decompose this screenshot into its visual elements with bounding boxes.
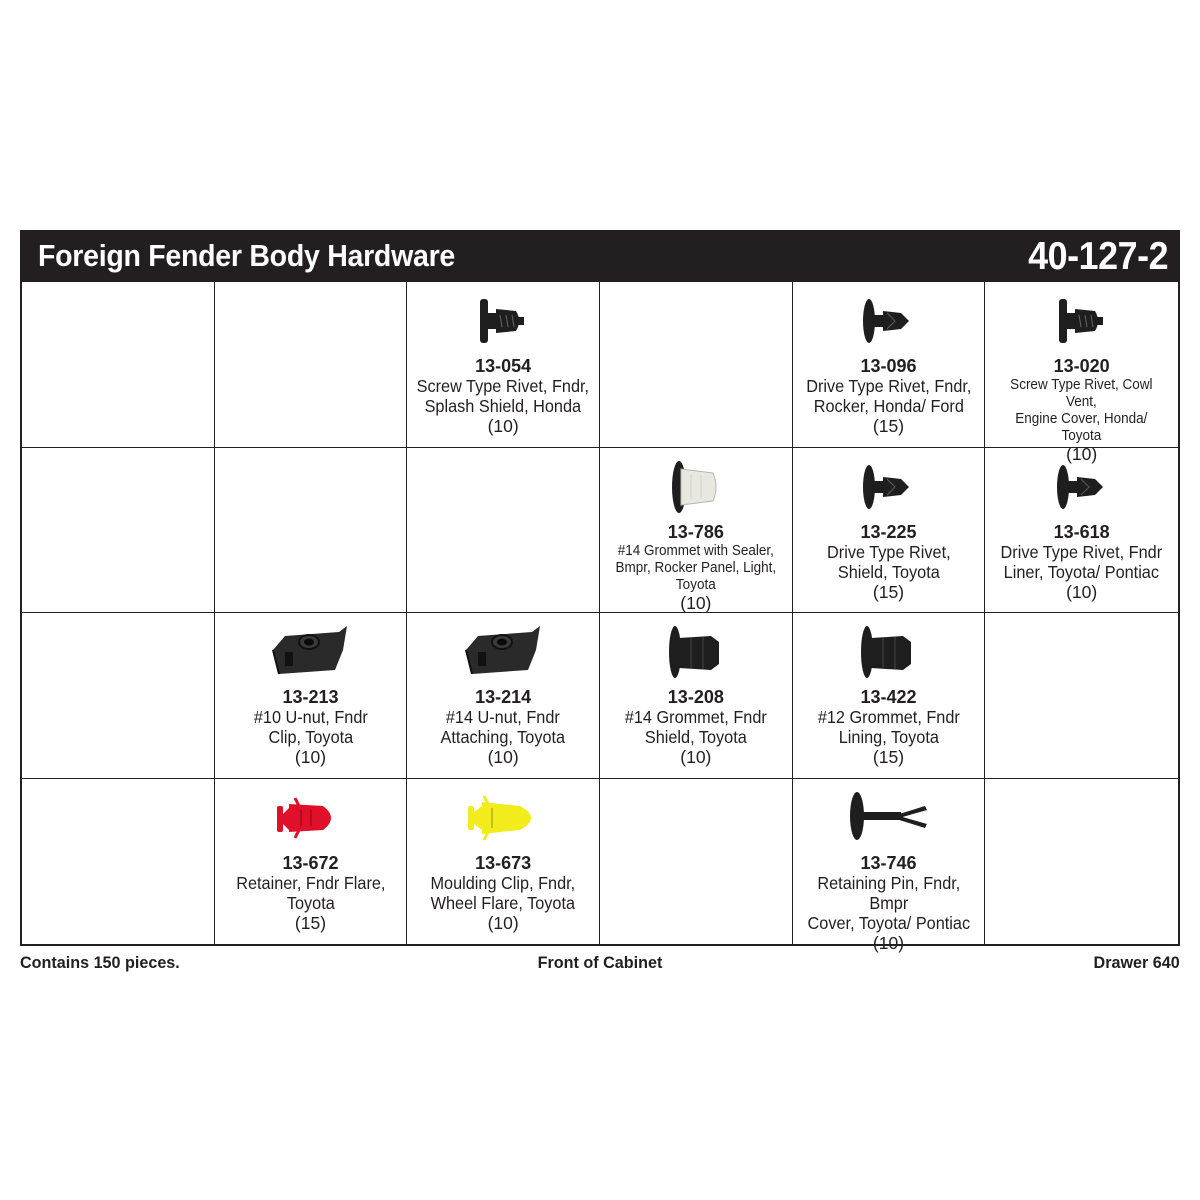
empty-bin xyxy=(22,448,215,614)
empty-bin xyxy=(22,613,215,779)
part-label xyxy=(795,356,983,436)
drawer-bin xyxy=(985,282,1178,464)
drawer-bin xyxy=(793,282,986,448)
part-number: 13-225 xyxy=(860,521,917,542)
part-quantity: (15) xyxy=(872,581,905,602)
part-label xyxy=(987,522,1176,602)
retainer-clip-icon xyxy=(215,783,407,853)
empty-bin xyxy=(600,282,793,448)
part-quantity: (10) xyxy=(680,747,712,767)
drawer-number: Drawer 640 xyxy=(1093,953,1180,972)
grommet-sealer-icon xyxy=(600,452,792,522)
drive-rivet-icon xyxy=(985,452,1178,522)
part-number: 13-422 xyxy=(860,687,917,707)
screw-rivet-icon xyxy=(985,286,1178,356)
part-number: 13-673 xyxy=(475,852,532,873)
part-label xyxy=(409,687,597,767)
piece-count: Contains 150 pieces. xyxy=(20,953,180,972)
drawer-bin xyxy=(215,613,408,779)
u-nut-icon xyxy=(407,617,599,687)
drive-rivet-icon xyxy=(793,452,985,522)
grommet-icon xyxy=(793,617,985,687)
part-description: Drive Type Rivet, Fndr, Rocker, Honda/ Ford xyxy=(805,376,972,416)
drawer-bin xyxy=(985,448,1178,614)
part-description: #14 Grommet with Sealer, Bmpr, Rocker Panel, Light, Toyota xyxy=(615,541,777,593)
kit-code: 40-127-2 xyxy=(1028,235,1168,278)
part-quantity: (15) xyxy=(294,912,327,933)
part-label xyxy=(602,687,790,767)
drawer-grid xyxy=(22,282,1178,953)
part-label xyxy=(602,522,790,613)
drawer-bin xyxy=(407,613,600,779)
drawer-bin xyxy=(793,448,986,614)
part-description: #12 Grommet, Fndr Lining, Toyota xyxy=(817,707,960,747)
part-number: 13-213 xyxy=(282,687,339,707)
part-number: 13-054 xyxy=(475,356,532,376)
empty-bin xyxy=(22,282,215,448)
part-quantity: (10) xyxy=(487,416,519,436)
part-description: Screw Type Rivet, Fndr, Splash Shield, Honda xyxy=(416,376,590,416)
part-description: #14 U-nut, Fndr Attaching, Toyota xyxy=(440,707,566,747)
part-quantity: (10) xyxy=(1066,581,1098,602)
drawer-bin xyxy=(793,613,986,779)
part-number: 13-672 xyxy=(282,852,339,873)
part-number: 13-208 xyxy=(667,687,724,707)
card-header xyxy=(22,232,1178,282)
hardware-card xyxy=(20,230,1180,953)
part-quantity: (15) xyxy=(872,416,905,436)
part-label xyxy=(409,356,597,436)
drawer-bin xyxy=(407,779,600,945)
drawer-bin xyxy=(407,282,600,448)
part-description: #14 Grommet, Fndr Shield, Toyota xyxy=(624,707,767,747)
part-description: Moulding Clip, Fndr, Wheel Flare, Toyota xyxy=(430,872,576,913)
part-number: 13-214 xyxy=(475,687,532,707)
part-description: #10 U-nut, Fndr Clip, Toyota xyxy=(253,707,368,747)
part-description: Retainer, Fndr Flare, Toyota xyxy=(235,872,386,913)
part-label xyxy=(217,687,405,767)
part-quantity: (15) xyxy=(872,747,905,767)
part-number: 13-786 xyxy=(667,521,724,542)
empty-bin xyxy=(22,779,215,945)
retaining-pin-icon xyxy=(793,783,985,853)
card-title: Foreign Fender Body Hardware xyxy=(38,238,455,273)
part-number: 13-096 xyxy=(860,356,917,376)
part-description: Drive Type Rivet, Fndr Liner, Toyota/ Pontiac xyxy=(1000,541,1163,582)
part-quantity: (10) xyxy=(872,932,905,953)
screw-rivet-icon xyxy=(407,286,599,356)
grommet-icon xyxy=(600,617,792,687)
empty-bin xyxy=(600,779,793,945)
empty-bin xyxy=(215,282,408,448)
drive-rivet-icon xyxy=(793,286,985,356)
part-quantity: (10) xyxy=(680,592,712,613)
part-description: Drive Type Rivet, Shield, Toyota xyxy=(826,541,951,582)
part-label xyxy=(217,853,405,933)
part-description: Retaining Pin, Fndr, Bmpr Cover, Toyota/ Pontiac xyxy=(807,872,970,933)
part-number: 13-020 xyxy=(1053,356,1110,376)
part-quantity: (10) xyxy=(1066,444,1098,464)
cabinet-front-label: Front of Cabinet xyxy=(537,953,663,972)
part-quantity: (10) xyxy=(294,747,327,767)
moulding-clip-icon xyxy=(407,783,599,853)
u-nut-icon xyxy=(215,617,407,687)
empty-bin xyxy=(985,613,1178,779)
part-description: Screw Type Rivet, Cowl Vent, Engine Cover, Honda/ Toyota xyxy=(1010,376,1153,444)
part-label xyxy=(795,687,983,767)
drawer-bin xyxy=(215,779,408,945)
part-quantity: (10) xyxy=(487,747,519,767)
empty-bin xyxy=(215,448,408,614)
drawer-bin xyxy=(600,448,793,614)
part-label xyxy=(795,853,983,953)
part-label xyxy=(409,853,597,933)
part-number: 13-618 xyxy=(1053,521,1110,542)
part-quantity: (10) xyxy=(487,912,519,933)
part-number: 13-746 xyxy=(860,852,917,873)
part-label xyxy=(795,522,983,602)
empty-bin xyxy=(985,779,1178,945)
drawer-bin xyxy=(600,613,793,779)
empty-bin xyxy=(407,448,600,614)
drawer-bin xyxy=(793,779,986,953)
